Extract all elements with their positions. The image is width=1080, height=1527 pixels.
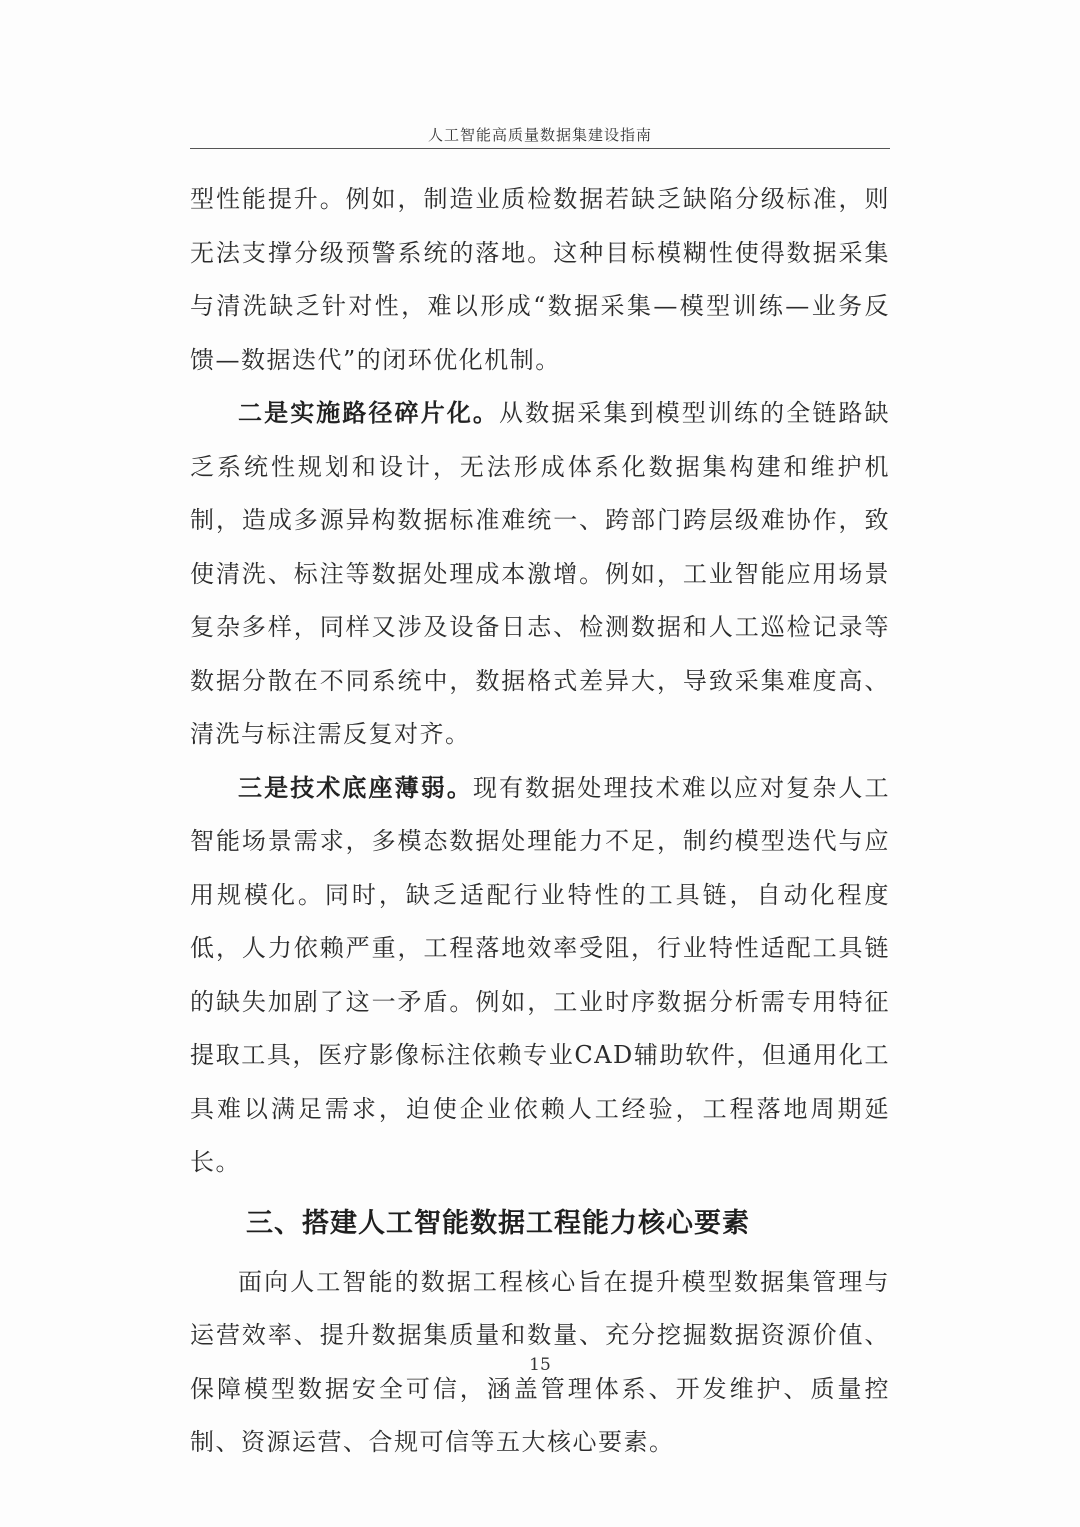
paragraph-2-text: 从数据采集到模型训练的全链路缺乏系统性规划和设计，无法形成体系化数据集构建和维护机制，造成多源异构数据标准难统一、跨部门跨层级难协作，致使清洗、标注等数据处理成本激增。例如，工业智能应用场景复杂多样，同样又涉及设备日志、检测数据和人工巡检记录等数据分散在不同系统中，数据格式差异大，导致采集难度高、清洗与标注需反复对齐。: [190, 399, 891, 748]
running-header: 人工智能高质量数据集建设指南: [427, 126, 652, 144]
paragraph-2: [190, 387, 890, 762]
page-number: 15: [529, 1355, 551, 1375]
paragraph-4: 面向人工智能的数据工程核心旨在提升模型数据集管理与运营效率、提升数据集质量和数量、充分挖掘数据资源价值、保障模型数据安全可信，涵盖管理体系、开发维护、质量控制、资源运营、合规可信等五大核心要素。: [190, 1267, 890, 1456]
paragraph-3: [190, 762, 890, 1190]
section-heading: 三、搭建人工智能数据工程能力核心要素: [246, 1207, 750, 1239]
paragraph-3-text: 现有数据处理技术难以应对复杂人工智能场景需求，多模态数据处理能力不足，制约模型迭代与应用规模化。同时，缺乏适配行业特性的工具链，自动化程度低，人力依赖严重，工程落地效率受阻，行业特性适配工具链的缺失加剧了这一矛盾。例如，工业时序数据分析需专用特征提取工具，医疗影像标注依赖专业CAD辅助软件，但通用化工具难以满足需求，迫使企业依赖人工经验，工程落地周期延长。: [190, 773, 890, 1176]
paragraph-2-lead: 二是实施路径碎片化。: [238, 399, 500, 427]
body-text: [190, 173, 890, 1470]
paragraph-1: 型性能提升。例如，制造业质检数据若缺乏缺陷分级标准，则无法支撑分级预警系统的落地。这种目标模糊性使得数据采集与清洗缺乏针对性，难以形成“数据采集—模型训练—业务反馈—数据迭代”的闭环优化机制。: [190, 185, 890, 374]
header-rule: [190, 148, 890, 149]
paragraph-3-lead: 三是技术底座薄弱。: [238, 773, 473, 802]
